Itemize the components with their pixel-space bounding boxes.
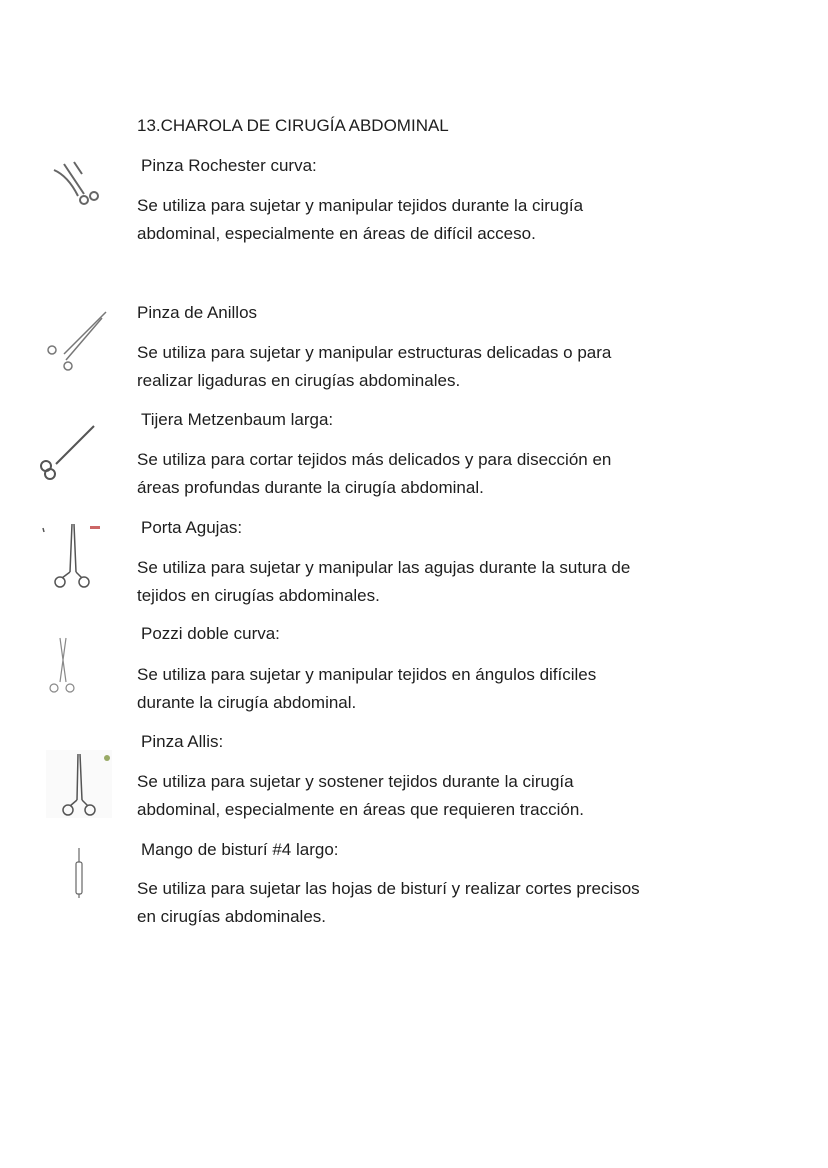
needle-holder-icon: [40, 522, 106, 588]
description-line: Se utiliza para sujetar y manipular tejidos durante la cirugía: [137, 196, 584, 215]
description-line: áreas profundas durante la cirugía abdominal.: [137, 478, 484, 497]
item-title: Porta Agujas:: [141, 518, 243, 537]
curved-forceps-icon: [48, 160, 108, 220]
item-title: Pinza de Anillos: [137, 303, 258, 322]
item-title: Mango de bisturí #4 largo:: [141, 840, 339, 859]
description-line: Se utiliza para sujetar las hojas de bisturí y realizar cortes precisos: [137, 879, 640, 898]
allis-forceps-icon: [46, 750, 112, 818]
item-title: Tijera Metzenbaum larga:: [141, 410, 334, 429]
item-description: [137, 661, 717, 717]
item-title: Pinza Allis:: [141, 732, 224, 751]
description-line: Se utiliza para sujetar y manipular estructuras delicadas o para: [137, 343, 612, 362]
description-line: abdominal, especialmente en áreas de difícil acceso.: [137, 224, 536, 243]
item-description: [137, 768, 717, 824]
item-description: [137, 554, 717, 610]
document-title: 13.CHAROLA DE CIRUGÍA ABDOMINAL: [137, 116, 449, 135]
description-line: Se utiliza para sujetar y sostener tejidos durante la cirugía: [137, 772, 574, 791]
item-description: [137, 875, 717, 931]
scissors-icon: [38, 424, 98, 484]
description-line: abdominal, especialmente en áreas que requieren tracción.: [137, 800, 584, 819]
description-line: tejidos en cirugías abdominales.: [137, 586, 380, 605]
description-line: Se utiliza para sujetar y manipular tejidos en ángulos difíciles: [137, 665, 597, 684]
item-title: Pozzi doble curva:: [141, 624, 280, 643]
pozzi-forceps-icon: [44, 636, 84, 696]
item-description: [137, 339, 717, 395]
scalpel-handle-icon: [72, 848, 86, 900]
description-line: Se utiliza para cortar tejidos más delicados y para disección en: [137, 450, 612, 469]
item-description: [137, 446, 717, 502]
description-line: realizar ligaduras en cirugías abdominales.: [137, 371, 461, 390]
description-line: durante la cirugía abdominal.: [137, 693, 357, 712]
item-description: [137, 192, 717, 248]
description-line: Se utiliza para sujetar y manipular las agujas durante la sutura de: [137, 558, 631, 577]
description-line: en cirugías abdominales.: [137, 907, 327, 926]
item-title: Pinza Rochester curva:: [141, 156, 317, 175]
ring-forceps-icon: [42, 310, 112, 375]
